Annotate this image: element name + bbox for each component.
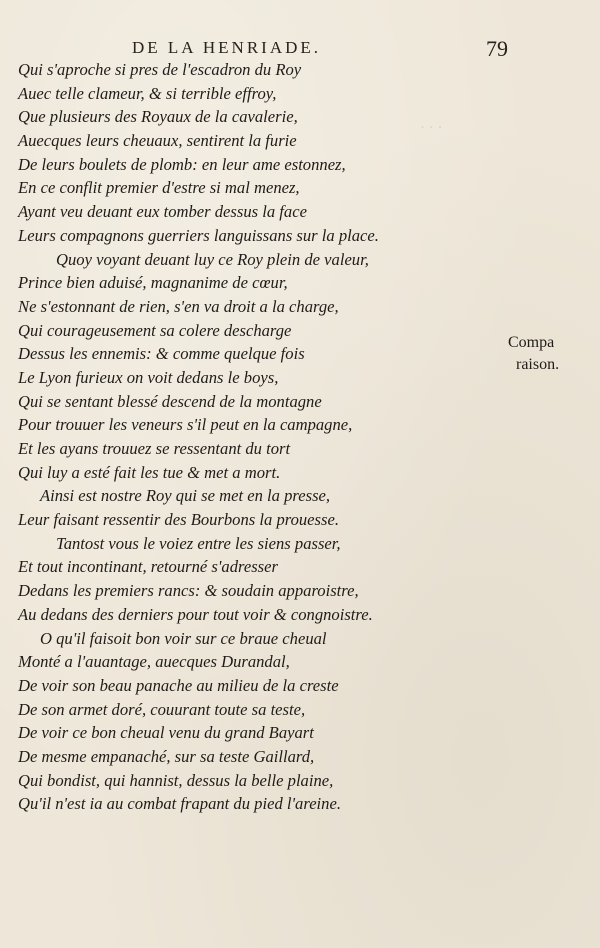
verse-line: De leurs boulets de plomb: en leur ame estonnez, <box>18 154 346 174</box>
verse-line: Auec telle clameur, & si terrible effroy, <box>18 83 277 103</box>
verse-line: De voir son beau panache au milieu de la creste <box>18 675 339 695</box>
bleed-through-text: · · · <box>420 120 443 136</box>
verse-line: Auecques leurs cheuaux, sentirent la furie <box>18 131 297 151</box>
verse-line: Dedans les premiers rancs: & soudain apparoistre, <box>18 581 359 601</box>
verse-line: Et tout incontinant, retourné s'adresser <box>18 557 278 577</box>
verse-line: Et les ayans trouuez se ressentant du tort <box>18 439 291 458</box>
verse-line: De son armet doré, couurant toute sa teste, <box>18 699 306 719</box>
verse-line: Leurs compagnons guerriers languissans sur la place. <box>18 225 379 245</box>
verse-line: Le Lyon furieux on voit dedans le boys, <box>18 367 279 387</box>
verse-line: De mesme empanaché, sur sa teste Gaillard, <box>18 746 315 766</box>
verse-line: Quoy voyant deuant luy ce Roy plein de valeur, <box>56 249 369 269</box>
verse-line: O qu'il faisoit bon voir sur ce braue cheual <box>40 628 327 648</box>
verse-line: Qui s'aproche si pres de l'escadron du Roy <box>18 60 302 79</box>
verse-line: Monté a l'auantage, auecques Durandal, <box>18 652 290 672</box>
verse-line: Prince bien aduisé, magnanime de cœur, <box>18 273 288 293</box>
verse-line: En ce conflit premier d'estre si mal menez, <box>18 178 300 198</box>
verse-line: Tantost vous le voiez entre les siens passer, <box>56 533 341 553</box>
verse-line: Qui courageusement sa colere descharge <box>18 320 292 340</box>
verse-line: Ayant veu deuant eux tomber dessus la face <box>18 202 307 222</box>
verse-line: Dessus les ennemis: & comme quelque fois <box>18 344 305 364</box>
margin-note <box>508 332 559 376</box>
verse-line: Ainsi est nostre Roy qui se met en la presse, <box>40 486 331 506</box>
running-title: DE LA HENRIADE. <box>132 38 322 57</box>
verse-line: Qui bondist, qui hannist, dessus la belle plaine, <box>18 770 334 790</box>
verse-line: Qu'il n'est ia au combat frapant du pied l'areine. <box>18 794 341 814</box>
verse-line: Qui luy a esté fait les tue & met a mort. <box>18 462 281 482</box>
verse-line: De voir ce bon cheual venu du grand Bayart <box>18 723 314 743</box>
verse-line: Leur faisant ressentir des Bourbons la prouesse. <box>18 510 339 530</box>
verse-line: Pour trouuer les veneurs s'il peut en la campagne, <box>18 415 353 435</box>
verse-block <box>18 58 488 816</box>
verse-line: Qui se sentant blessé descend de la montagne <box>18 391 322 411</box>
verse-line: Que plusieurs des Royaux de la cavalerie, <box>18 107 298 127</box>
margin-note-line: raison. <box>516 356 560 373</box>
margin-note-line: Compa <box>508 334 555 351</box>
verse-line: Au dedans des derniers pour tout voir & congnoistre. <box>18 604 373 624</box>
verse-line: Ne s'estonnant de rien, s'en va droit a la charge, <box>18 296 339 316</box>
page-number: 79 <box>486 36 508 61</box>
